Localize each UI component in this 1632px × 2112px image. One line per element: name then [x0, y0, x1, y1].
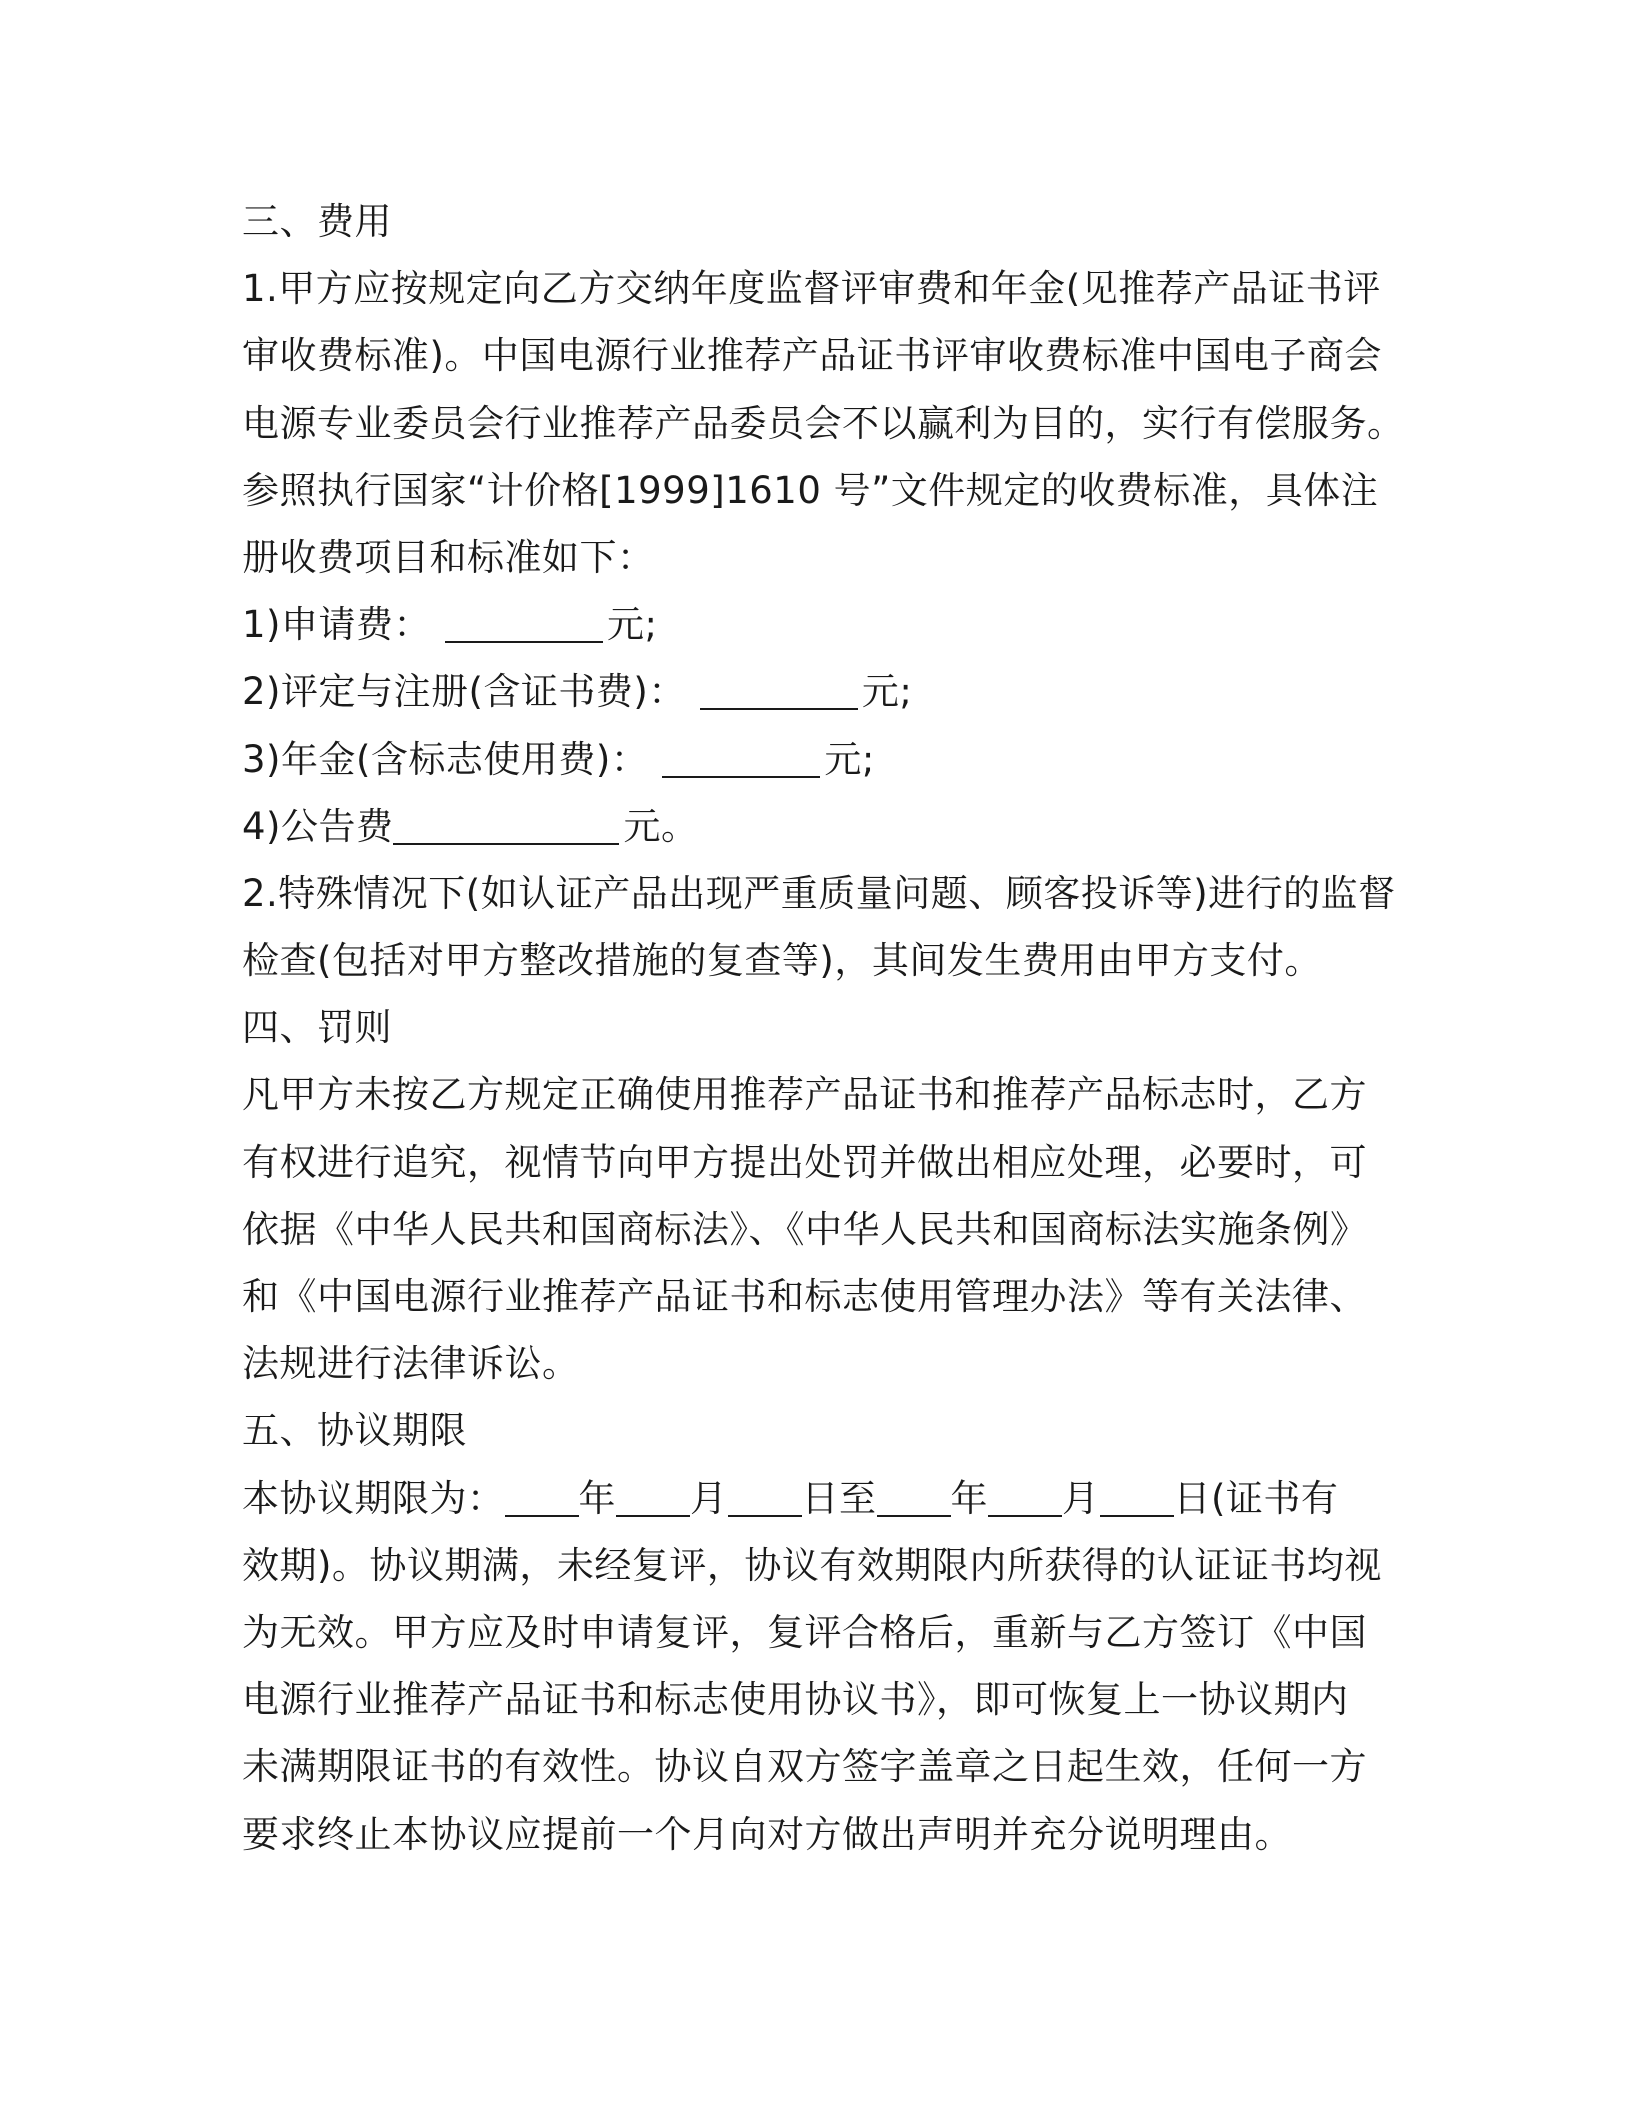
document-body: [242, 188, 1405, 1868]
paragraph-line: 未满期限证书的有效性。协议自双方签字盖章之日起生效，任何一方: [242, 1745, 1367, 1789]
day-label: 日至: [801, 1476, 877, 1520]
paragraph-line: 参照执行国家“计价格[1999]1610 号”文件规定的收费标准，具体注: [242, 468, 1379, 512]
paragraph-line: 1.甲方应按规定向乙方交纳年度监督评审费和年金(见推荐产品证书评: [242, 267, 1381, 311]
agreement-period-line: [242, 1465, 1392, 1532]
start-day-blank: [728, 1471, 802, 1517]
section-heading-fees: 三、费用: [242, 200, 392, 243]
paragraph-line: 审收费标准)。中国电源行业推荐产品证书评审收费标准中国电子商会: [242, 334, 1382, 378]
paragraph-line: 效期)。协议期满，未经复评，协议有效期限内所获得的认证证书均视: [242, 1543, 1382, 1587]
fee-label: 1)申请费：: [242, 603, 431, 647]
paragraph-line: 要求终止本协议应提前一个月向对方做出声明并充分说明理由。: [242, 1812, 1292, 1856]
year-label: 年: [950, 1476, 988, 1520]
fee-amount-blank: [700, 664, 858, 710]
paragraph-line: 依据《中华人民共和国商标法》、《中华人民共和国商标法实施条例》: [242, 1207, 1368, 1251]
fee-amount-blank: [445, 597, 603, 643]
section-heading-penalties: 四、罚则: [242, 1006, 392, 1050]
fee-item-application: [242, 591, 1392, 658]
paragraph-line: 电源专业委员会行业推荐产品委员会不以赢利为目的，实行有偿服务。: [242, 401, 1405, 445]
month-label: 月: [1062, 1476, 1100, 1520]
fee-unit: 元;: [861, 670, 913, 714]
end-year-blank: [877, 1471, 951, 1517]
fee-item-registration: [242, 658, 1392, 725]
fee-item-announcement: [242, 793, 1392, 860]
paragraph-line: 法规进行法律诉讼。: [242, 1342, 580, 1386]
year-label: 年: [578, 1476, 616, 1520]
fee-unit: 元;: [606, 603, 658, 647]
fee-label: 3)年金(含标志使用费)：: [242, 737, 649, 781]
paragraph-line: 有权进行追究，视情节向甲方提出处罚并做出相应处理，必要时，可: [242, 1140, 1367, 1184]
paragraph-line: 电源行业推荐产品证书和标志使用协议书》，即可恢复上一协议期内: [242, 1678, 1349, 1722]
end-month-blank: [988, 1471, 1062, 1517]
fee-unit: 元。: [623, 804, 699, 848]
paragraph-line: 为无效。甲方应及时申请复评，复评合格后，重新与乙方签订《中国: [242, 1610, 1367, 1654]
start-month-blank: [616, 1471, 690, 1517]
fee-amount-blank: [662, 732, 820, 778]
paragraph-line: 2.特殊情况下(如认证产品出现严重质量问题、顾客投诉等)进行的监督: [242, 871, 1396, 915]
start-year-blank: [505, 1471, 579, 1517]
paragraph-line: 和《中国电源行业推荐产品证书和标志使用管理办法》等有关法律、: [242, 1275, 1367, 1318]
section-heading-term: 五、协议期限: [242, 1409, 467, 1453]
paragraph-line: 册收费项目和标准如下：: [242, 535, 655, 579]
period-prefix: 本协议期限为：: [242, 1476, 505, 1520]
paragraph-line: 检查(包括对甲方整改措施的复查等)，其间发生费用由甲方支付。: [242, 939, 1322, 983]
fee-label: 4)公告费: [242, 804, 394, 848]
fee-label: 2)评定与注册(含证书费)：: [242, 670, 686, 714]
fee-unit: 元;: [824, 737, 875, 781]
fee-amount-blank: [393, 799, 619, 845]
month-label: 月: [690, 1476, 728, 1520]
fee-item-annual: [242, 726, 1392, 793]
paragraph-line: 凡甲方未按乙方规定正确使用推荐产品证书和推荐产品标志时，乙方: [242, 1073, 1367, 1117]
end-day-blank: [1100, 1471, 1174, 1517]
day-label: 日(证书有: [1173, 1476, 1339, 1520]
